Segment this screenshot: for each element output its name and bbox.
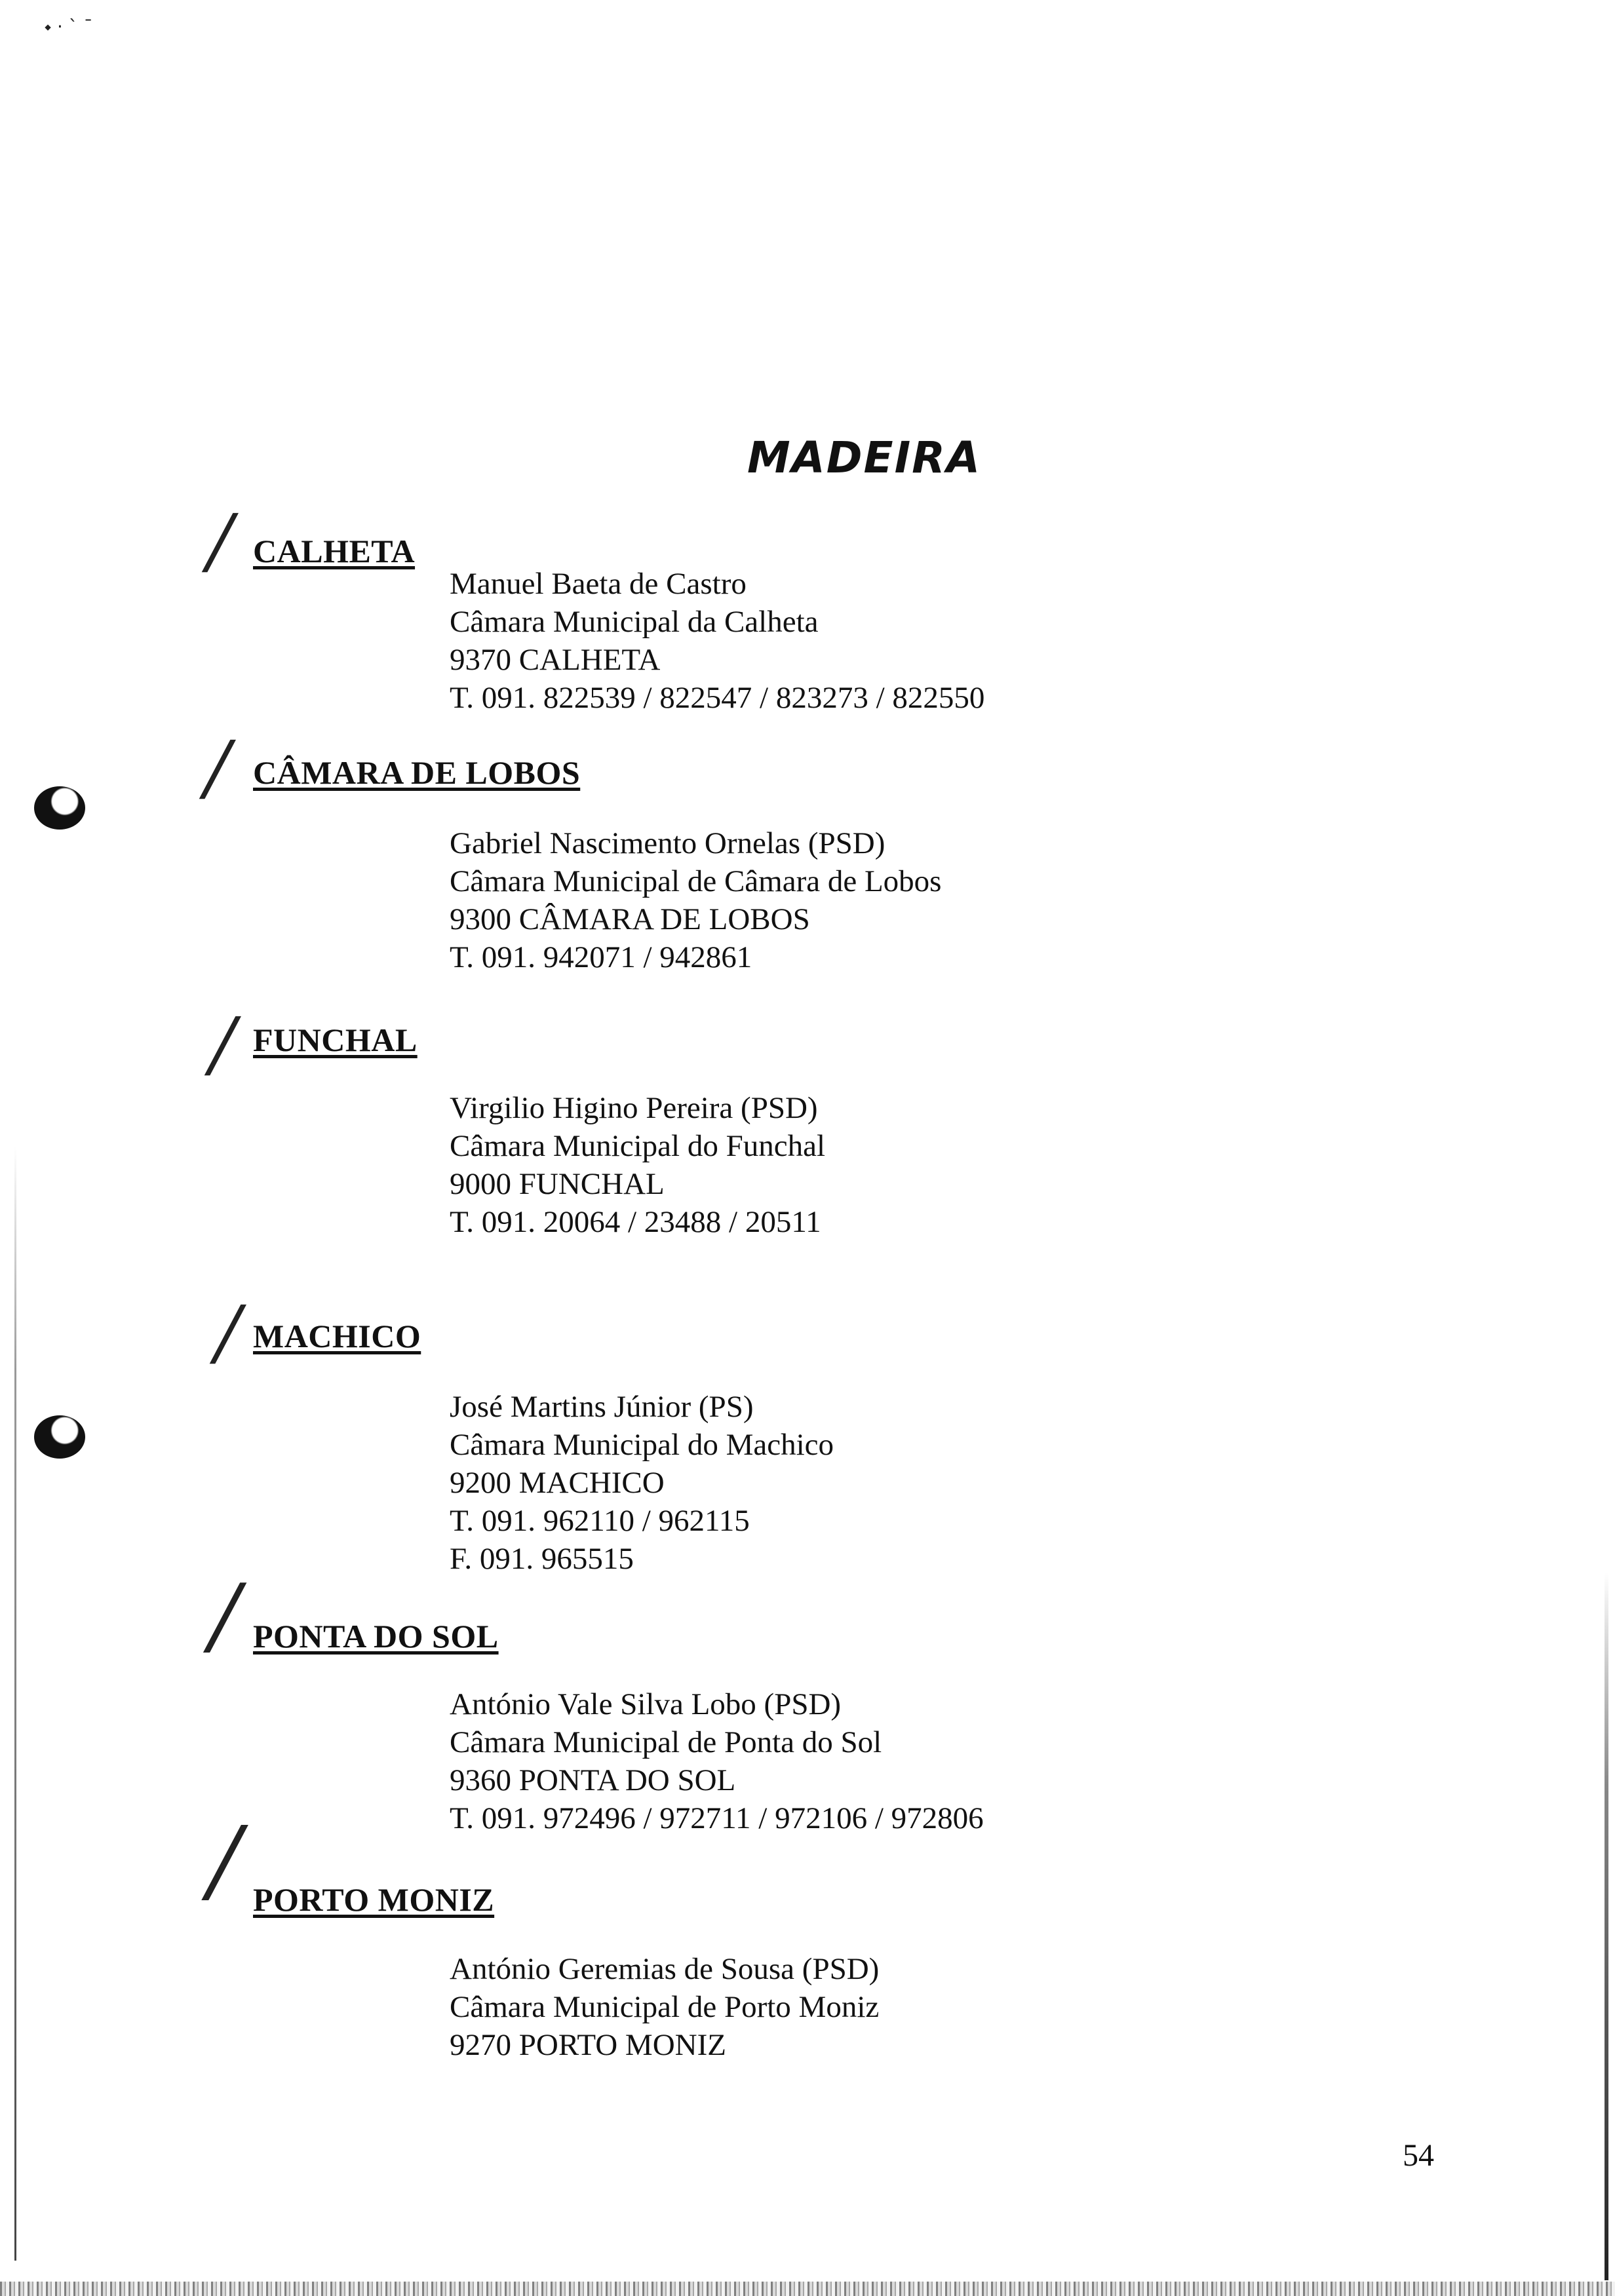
municipality-contact-block (450, 1388, 834, 1578)
municipality-heading: PONTA DO SOL (253, 1618, 499, 1655)
council-name: Câmara Municipal do Machico (450, 1428, 834, 1462)
scan-right-edge (1605, 1573, 1608, 2280)
mayor-name: Virgilio Higino Pereira (PSD) (450, 1091, 818, 1125)
telephone: T. 091. 822539 / 822547 / 823273 / 822550 (450, 681, 985, 715)
municipality-contact-block (450, 824, 941, 976)
handwritten-check-mark: / (200, 1565, 250, 1665)
council-name: Câmara Municipal da Calheta (450, 605, 819, 639)
postal-address: 9300 CÂMARA DE LOBOS (450, 902, 810, 936)
punch-hole-upper (34, 786, 85, 830)
municipality-contact-block (450, 1950, 879, 2064)
mayor-name: António Vale Silva Lobo (PSD) (450, 1687, 842, 1721)
telephone: T. 091. 942071 / 942861 (450, 940, 752, 974)
mayor-name: António Geremias de Sousa (PSD) (450, 1952, 880, 1986)
scan-bottom-edge (0, 2282, 1615, 2296)
handwritten-check-mark: / (197, 725, 239, 809)
scan-left-edge (14, 1147, 16, 2261)
telephone: T. 091. 962110 / 962115 (450, 1504, 750, 1538)
mayor-name: Manuel Baeta de Castro (450, 567, 747, 601)
telephone: T. 091. 972496 / 972711 / 972106 / 972806 (450, 1801, 984, 1835)
handwritten-check-mark: / (199, 499, 242, 583)
municipality-contact-block (450, 1685, 984, 1837)
mayor-name: Gabriel Nascimento Ornelas (PSD) (450, 826, 885, 860)
municipality-contact-block (450, 565, 984, 717)
handwritten-check-mark: / (202, 1002, 244, 1086)
telephone: T. 091. 20064 / 23488 / 20511 (450, 1205, 821, 1239)
municipality-heading: MACHICO (253, 1318, 421, 1354)
page-number: 54 (1403, 2138, 1434, 2173)
municipality-heading: CALHETA (253, 533, 416, 569)
handwritten-check-mark: / (198, 1807, 252, 1914)
municipality-heading: PORTO MONIZ (253, 1881, 495, 1918)
handwritten-check-mark: / (207, 1290, 250, 1374)
municipality-heading: CÂMARA DE LOBOS (253, 754, 581, 791)
region-title: MADEIRA (747, 432, 982, 483)
postal-address: 9370 CALHETA (450, 643, 661, 677)
postal-address: 9200 MACHICO (450, 1466, 665, 1500)
municipality-contact-block (450, 1089, 825, 1241)
punch-hole-lower (34, 1415, 85, 1459)
fax: F. 091. 965515 (450, 1542, 634, 1576)
council-name: Câmara Municipal do Funchal (450, 1129, 825, 1163)
postal-address: 9000 FUNCHAL (450, 1167, 665, 1201)
mayor-name: José Martins Júnior (PS) (450, 1390, 754, 1424)
municipality-heading: FUNCHAL (253, 1022, 418, 1058)
council-name: Câmara Municipal de Porto Moniz (450, 1990, 880, 2024)
council-name: Câmara Municipal de Ponta do Sol (450, 1725, 882, 1759)
council-name: Câmara Municipal de Câmara de Lobos (450, 864, 942, 898)
scan-speck-marks: ⬩ · ˋ ˉ (45, 16, 93, 37)
postal-address: 9360 PONTA DO SOL (450, 1763, 736, 1797)
postal-address: 9270 PORTO MONIZ (450, 2028, 726, 2062)
